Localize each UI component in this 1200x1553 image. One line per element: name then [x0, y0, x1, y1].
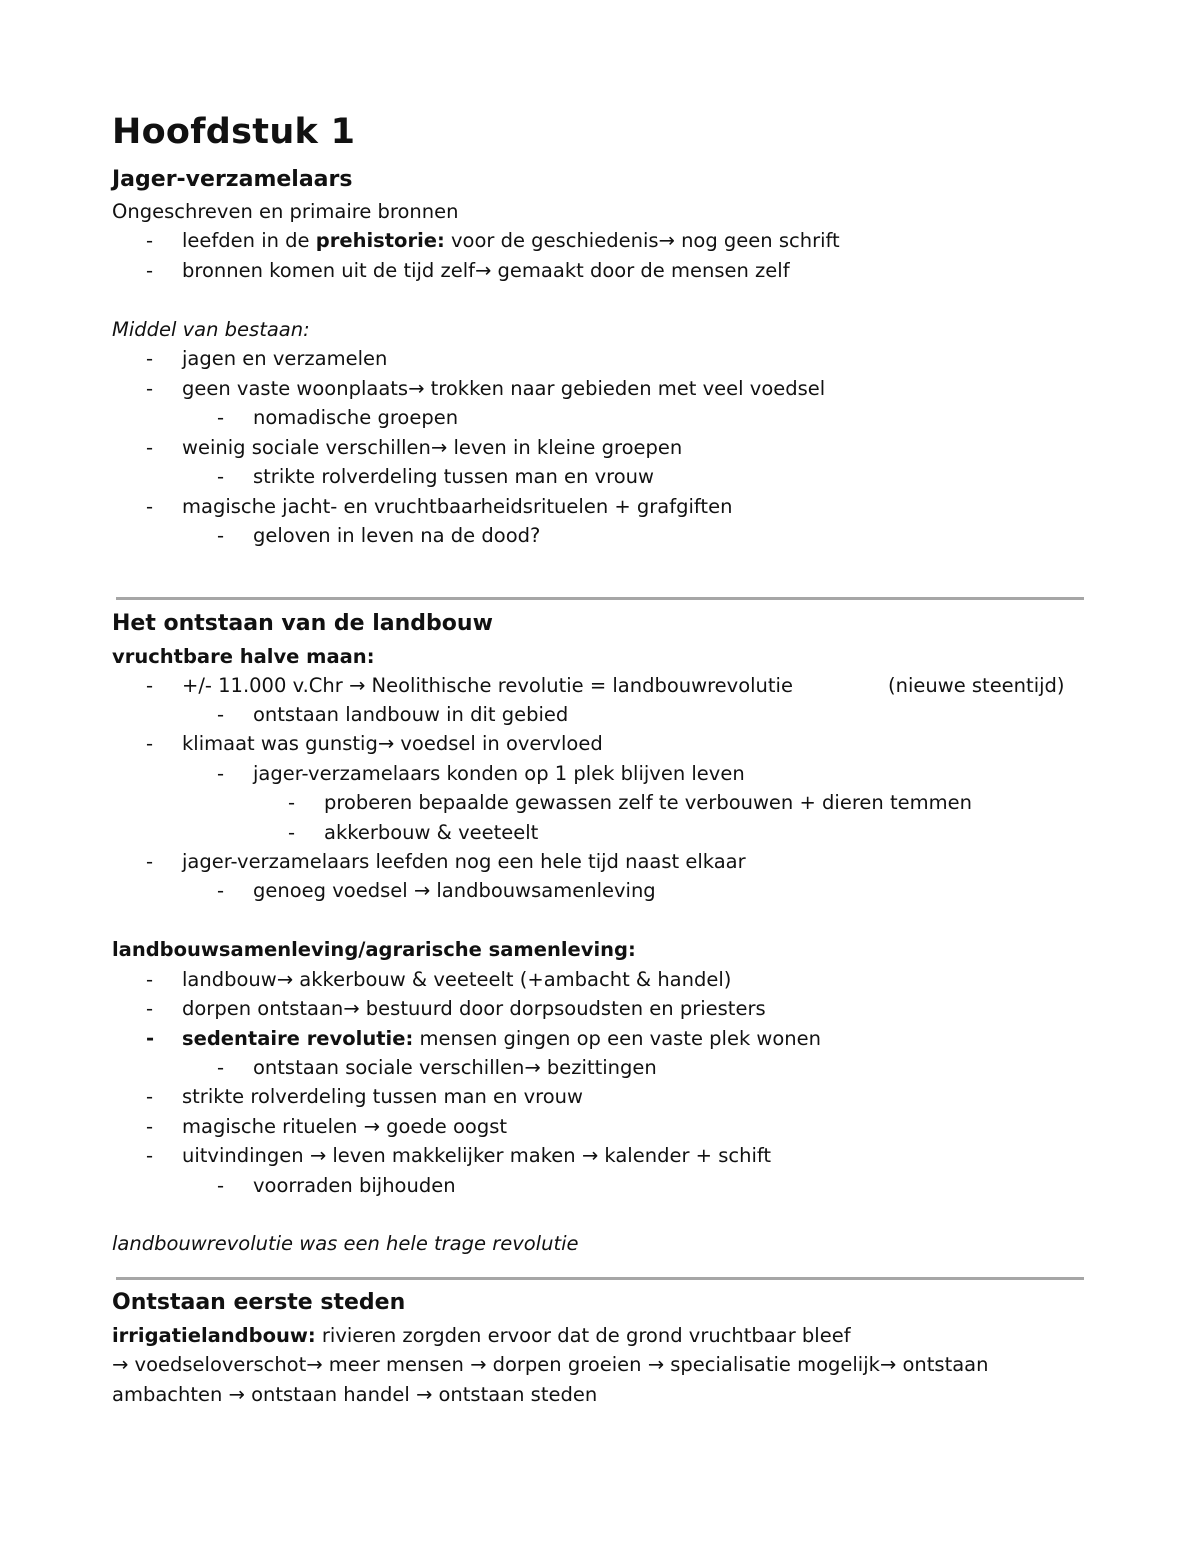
list-item: dorpen ontstaan→ bestuurd door dorpsoudsten en priesters	[182, 997, 766, 1020]
bullet-dash: -	[146, 259, 154, 282]
list-item: bronnen komen uit de tijd zelf→ gemaakt door de mensen zelf	[182, 259, 790, 282]
list-item: +/- 11.000 v.Chr → Neolithische revolutie = landbouwrevolutie	[182, 674, 793, 697]
section-heading-landbouw: Het ontstaan van de landbouw	[112, 611, 493, 636]
list-item: proberen bepaalde gewassen zelf te verbouwen + dieren temmen	[324, 791, 972, 814]
list-item: ontstaan sociale verschillen→ bezittingen	[253, 1056, 657, 1079]
intro-line: Ongeschreven en primaire bronnen	[112, 200, 459, 223]
bullet-dash: -	[146, 1115, 154, 1138]
bullet-dash: -	[217, 1174, 225, 1197]
paragraph-line: ambachten → ontstaan handel → ontstaan steden	[112, 1383, 598, 1406]
list-item: magische jacht- en vruchtbaarheidsrituelen + grafgiften	[182, 495, 733, 518]
list-item: strikte rolverdeling tussen man en vrouw	[182, 1085, 583, 1108]
list-item: genoeg voedsel → landbouwsamenleving	[253, 879, 656, 902]
list-item: geloven in leven na de dood?	[253, 524, 541, 547]
section-heading-jager-verzamelaars: Jager-verzamelaars	[112, 167, 353, 192]
bullet-dash: -	[146, 436, 154, 459]
bullet-dash: -	[146, 674, 154, 697]
list-item: ontstaan landbouw in dit gebied	[253, 703, 569, 726]
paragraph-line: irrigatielandbouw: rivieren zorgden ervoor dat de grond vruchtbaar bleef	[112, 1324, 851, 1347]
bullet-dash: -	[217, 879, 225, 902]
bullet-dash: -	[217, 703, 225, 726]
bullet-dash: -	[217, 1056, 225, 1079]
horizontal-rule	[116, 597, 1084, 600]
paragraph-line: → voedseloverschot→ meer mensen → dorpen groeien → specialisatie mogelijk→ ontstaan	[112, 1353, 989, 1376]
list-item: jager-verzamelaars leefden nog een hele tijd naast elkaar	[182, 850, 746, 873]
list-item: jagen en verzamelen	[182, 347, 388, 370]
bullet-dash: -	[146, 732, 154, 755]
closing-note: landbouwrevolutie was een hele trage revolutie	[112, 1232, 579, 1255]
bullet-dash: -	[146, 850, 154, 873]
list-item: klimaat was gunstig→ voedsel in overvloed	[182, 732, 603, 755]
list-item: strikte rolverdeling tussen man en vrouw	[253, 465, 654, 488]
bullet-dash: -	[217, 406, 225, 429]
bullet-dash: -	[288, 821, 296, 844]
list-item-note: (nieuwe steentijd)	[888, 674, 1065, 697]
bullet-dash: -	[146, 1144, 154, 1167]
list-item: sedentaire revolutie: mensen gingen op een vaste plek wonen	[182, 1027, 822, 1050]
list-item: akkerbouw & veeteelt	[324, 821, 539, 844]
bullet-dash: -	[146, 997, 154, 1020]
bullet-dash: -	[217, 524, 225, 547]
subheading-landbouwsamenleving: landbouwsamenleving/agrarische samenleving:	[112, 938, 636, 961]
list-item: nomadische groepen	[253, 406, 459, 429]
bullet-dash: -	[146, 377, 154, 400]
list-item: leefden in de prehistorie: voor de geschiedenis→ nog geen schrift	[182, 229, 840, 252]
subheading-vruchtbare-halve-maan: vruchtbare halve maan:	[112, 645, 375, 668]
bullet-dash: -	[217, 762, 225, 785]
bullet-dash: -	[288, 791, 296, 814]
subheading-middel-van-bestaan: Middel van bestaan:	[112, 318, 310, 341]
bullet-dash: -	[146, 229, 154, 252]
bullet-dash: -	[146, 495, 154, 518]
page-title: Hoofdstuk 1	[112, 112, 356, 152]
section-heading-eerste-steden: Ontstaan eerste steden	[112, 1290, 406, 1315]
horizontal-rule	[116, 1277, 1084, 1280]
bullet-dash: -	[146, 968, 154, 991]
list-item: geen vaste woonplaats→ trokken naar gebieden met veel voedsel	[182, 377, 826, 400]
list-item: uitvindingen → leven makkelijker maken → kalender + schift	[182, 1144, 772, 1167]
list-item: weinig sociale verschillen→ leven in kleine groepen	[182, 436, 683, 459]
bullet-dash: -	[146, 1027, 155, 1050]
bullet-dash: -	[217, 465, 225, 488]
list-item: jager-verzamelaars konden op 1 plek blijven leven	[253, 762, 745, 785]
list-item: magische rituelen → goede oogst	[182, 1115, 508, 1138]
bullet-dash: -	[146, 347, 154, 370]
list-item: voorraden bijhouden	[253, 1174, 456, 1197]
bullet-dash: -	[146, 1085, 154, 1108]
list-item: landbouw→ akkerbouw & veeteelt (+ambacht & handel)	[182, 968, 732, 991]
